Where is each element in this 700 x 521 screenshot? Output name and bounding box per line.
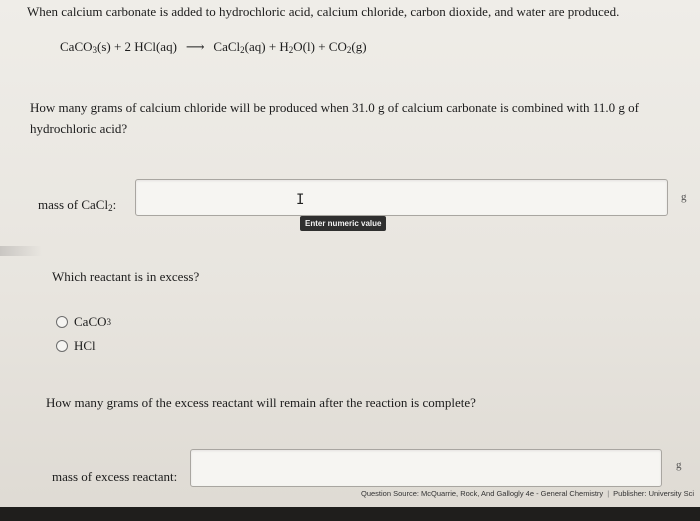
radio-button[interactable] (56, 340, 68, 352)
side-tab[interactable] (0, 246, 42, 256)
question-source (361, 489, 694, 498)
publisher-citation: Publisher: University Sci (613, 489, 694, 498)
mass-excess-unit: g (676, 459, 682, 471)
source-separator: | (607, 489, 610, 498)
option-caco3[interactable]: CaCO 3 (56, 314, 111, 330)
bottom-bar (0, 507, 700, 521)
option-hcl[interactable]: HCl (56, 338, 96, 354)
question-excess-remaining: How many grams of the excess reactant will remain after the reaction is complete? (46, 395, 476, 410)
source-citation: Question Source: McQuarrie, Rock, And Gallogly 4e - General Chemistry (361, 489, 604, 498)
mass-cacl2-unit: g (681, 191, 687, 203)
chemical-equation: CaCO$_3$(s) + 2 HCl(aq) ⟶ CaCl$_2$(aq) + $H_2O(l) + CO_2(g)$ (60, 39, 367, 55)
mass-cacl2-input[interactable] (135, 179, 668, 216)
radio-button[interactable] (56, 316, 68, 328)
numeric-value-tooltip: Enter numeric value (300, 216, 386, 231)
question-calcium-chloride: How many grams of calcium chloride will be produced when 31.0 g of calcium carbonate is combined with 11.0 g of hydrochloric acid? (30, 100, 639, 136)
question-excess-reactant: Which reactant is in excess? (52, 269, 200, 284)
intro-text: When calcium carbonate is added to hydrochloric acid, calcium chloride, carbon dioxide, and water are produced. (27, 4, 620, 19)
mass-excess-input[interactable] (190, 449, 662, 487)
reaction-arrow: ⟶ (185, 39, 205, 54)
mass-excess-label: mass of excess reactant: (52, 469, 178, 484)
mass-cacl2-label: mass of CaCl$_2$: (38, 197, 117, 213)
text-cursor-icon: I (296, 192, 305, 208)
